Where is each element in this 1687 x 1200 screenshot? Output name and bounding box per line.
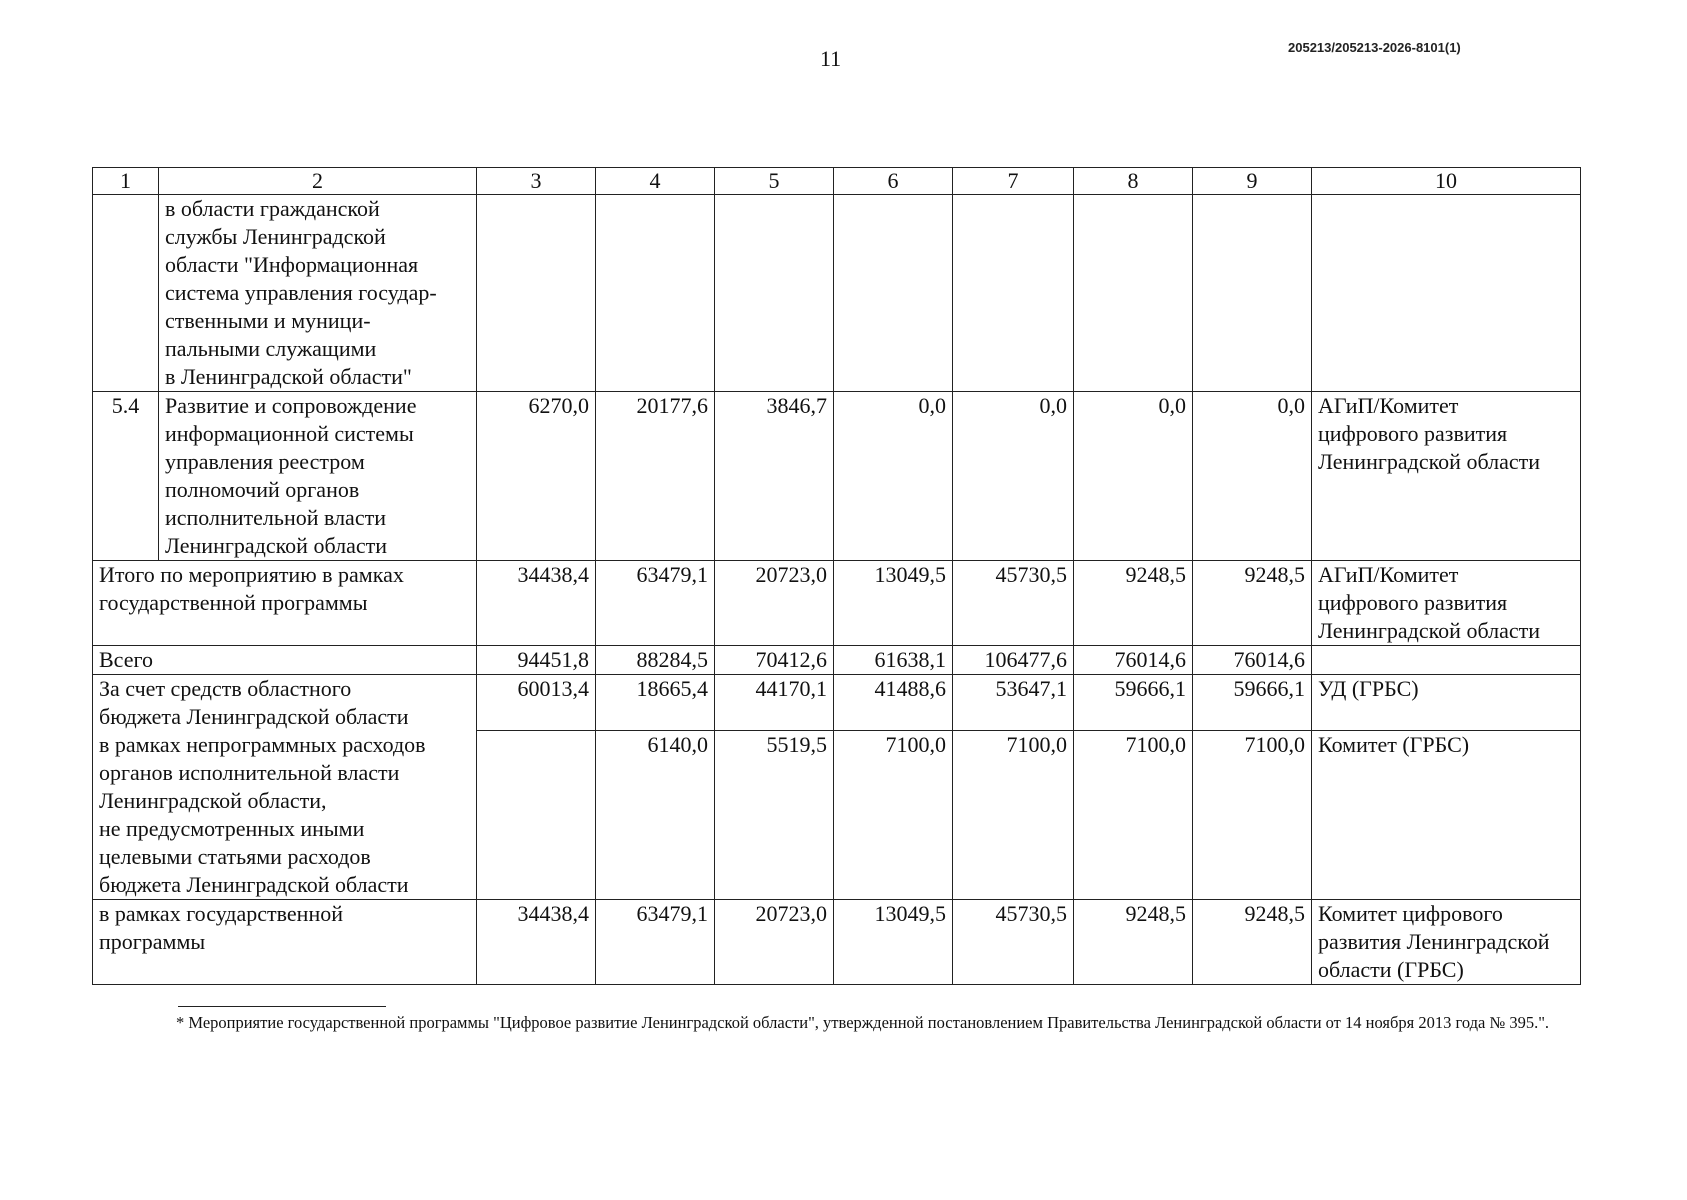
value-cell: 41488,6 [834,675,953,731]
value-cell: 76014,6 [1074,646,1193,675]
page-number: 11 [820,46,842,71]
text-line: развития Ленинградской [1318,929,1550,954]
value-cell: 0,0 [1074,392,1193,561]
value-cell: 63479,1 [596,561,715,646]
text-line: бюджета Ленинградской области [99,704,409,729]
empty-cell [1193,195,1312,392]
text-line: цифрового развития [1318,421,1508,446]
value-cell: 20177,6 [596,392,715,561]
value-cell: 20723,0 [715,900,834,985]
row-vsego [93,646,1581,675]
value-cell: 45730,5 [953,900,1074,985]
itogo-label-cell [93,561,477,646]
value-cell: 20723,0 [715,561,834,646]
header-cell: 10 [1312,168,1581,195]
value-cell: 63479,1 [596,900,715,985]
value-cell: 106477,6 [953,646,1074,675]
header-row [93,168,1581,195]
text-line: ственными и муници- [165,308,371,333]
value-cell: 94451,8 [477,646,596,675]
value-cell: 59666,1 [1074,675,1193,731]
value-cell: 34438,4 [477,561,596,646]
text-line: цифрового развития [1318,590,1508,615]
value-cell: 60013,4 [477,675,596,731]
value-cell: 9248,5 [1193,561,1312,646]
executor-cell [1312,392,1581,561]
text-line: Ленинградской области [1318,618,1540,643]
text-line: в рамках непрограммных расходов [99,732,426,757]
executor-cell: УД (ГРБС) [1312,675,1581,731]
text-line: государственной программы [99,590,368,615]
text-line: управления реестром [165,449,365,474]
text-line: области "Информационная [165,252,419,277]
header-cell: 8 [1074,168,1193,195]
header-cell: 3 [477,168,596,195]
header-cell: 6 [834,168,953,195]
value-cell [477,731,596,900]
value-cell: 6270,0 [477,392,596,561]
row-itogo [93,561,1581,646]
empty-cell [1312,646,1581,675]
value-cell: 59666,1 [1193,675,1312,731]
text-line: в Ленинградской области" [165,364,412,389]
value-cell: 44170,1 [715,675,834,731]
value-cell: 3846,7 [715,392,834,561]
value-cell: 61638,1 [834,646,953,675]
header-cell: 2 [159,168,477,195]
executor-cell [1312,900,1581,985]
text-line: Развитие и сопровождение [165,393,417,418]
text-line: в области гражданской [165,196,380,221]
text-line: За счет средств областного [99,676,352,701]
value-cell: 7100,0 [1193,731,1312,900]
continuation-name-cell [159,195,477,392]
value-cell: 9248,5 [1074,900,1193,985]
value-cell: 0,0 [834,392,953,561]
row-number: 5.4 [93,392,159,561]
footnote-divider [178,1006,386,1007]
value-cell: 5519,5 [715,731,834,900]
header-cell: 9 [1193,168,1312,195]
header-cell: 7 [953,168,1074,195]
document-id: 205213/205213-2026-8101(1) [1288,40,1461,55]
text-line: программы [99,929,206,954]
value-cell: 6140,0 [596,731,715,900]
text-line: Итого по мероприятию в рамках [99,562,404,587]
value-cell: 18665,4 [596,675,715,731]
empty-cell [953,195,1074,392]
empty-cell [93,195,159,392]
budget-table [92,167,1581,985]
text-line: не предусмотренных иными [99,816,365,841]
empty-cell [477,195,596,392]
text-line: исполнительной власти [165,505,386,530]
text-line: информационной системы [165,421,414,446]
text-line: в рамках государственной [99,901,343,926]
value-cell: 0,0 [1193,392,1312,561]
value-cell: 0,0 [953,392,1074,561]
value-cell: 7100,0 [1074,731,1193,900]
executor-cell [1312,561,1581,646]
text-line: органов исполнительной власти [99,760,400,785]
footnote: * Мероприятие государственной программы "Цифровое развитие Ленинградской области", утвержденной постановлением Правительства Ленинградской области от 14 ноября 2013 года № 395.". [176,1013,1550,1032]
empty-cell [596,195,715,392]
text-line: бюджета Ленинградской области [99,872,409,897]
text-line: АГиП/Комитет [1318,393,1459,418]
empty-cell [1074,195,1193,392]
text-line: Ленинградской области, [99,788,327,813]
header-cell: 1 [93,168,159,195]
empty-cell [834,195,953,392]
header-cell: 5 [715,168,834,195]
text-line: области (ГРБС) [1318,957,1464,982]
value-cell: 13049,5 [834,900,953,985]
vsego-label: Всего [93,646,477,675]
text-line: Ленинградской области [165,533,387,558]
value-cell: 88284,5 [596,646,715,675]
value-cell: 70412,6 [715,646,834,675]
value-cell: 13049,5 [834,561,953,646]
value-cell: 7100,0 [834,731,953,900]
text-line: службы Ленинградской [165,224,386,249]
header-cell: 4 [596,168,715,195]
value-cell: 9248,5 [1074,561,1193,646]
empty-cell [715,195,834,392]
row-ud [93,675,1581,731]
text-line: система управления государ- [165,280,437,305]
text-line: Комитет цифрового [1318,901,1503,926]
budget-label-cell [93,675,477,900]
text-line: Ленинградской области [1318,449,1540,474]
value-cell: 45730,5 [953,561,1074,646]
value-cell: 53647,1 [953,675,1074,731]
continuation-row [93,195,1581,392]
value-cell: 7100,0 [953,731,1074,900]
text-line: полномочий органов [165,477,360,502]
gp-label-cell [93,900,477,985]
row-name-cell [159,392,477,561]
empty-cell [1312,195,1581,392]
text-line: целевыми статьями расходов [99,844,371,869]
executor-cell: Комитет (ГРБС) [1312,731,1581,900]
row-5-4 [93,392,1581,561]
value-cell: 76014,6 [1193,646,1312,675]
value-cell: 9248,5 [1193,900,1312,985]
row-gp [93,900,1581,985]
value-cell: 34438,4 [477,900,596,985]
text-line: пальными служащими [165,336,377,361]
text-line: АГиП/Комитет [1318,562,1459,587]
